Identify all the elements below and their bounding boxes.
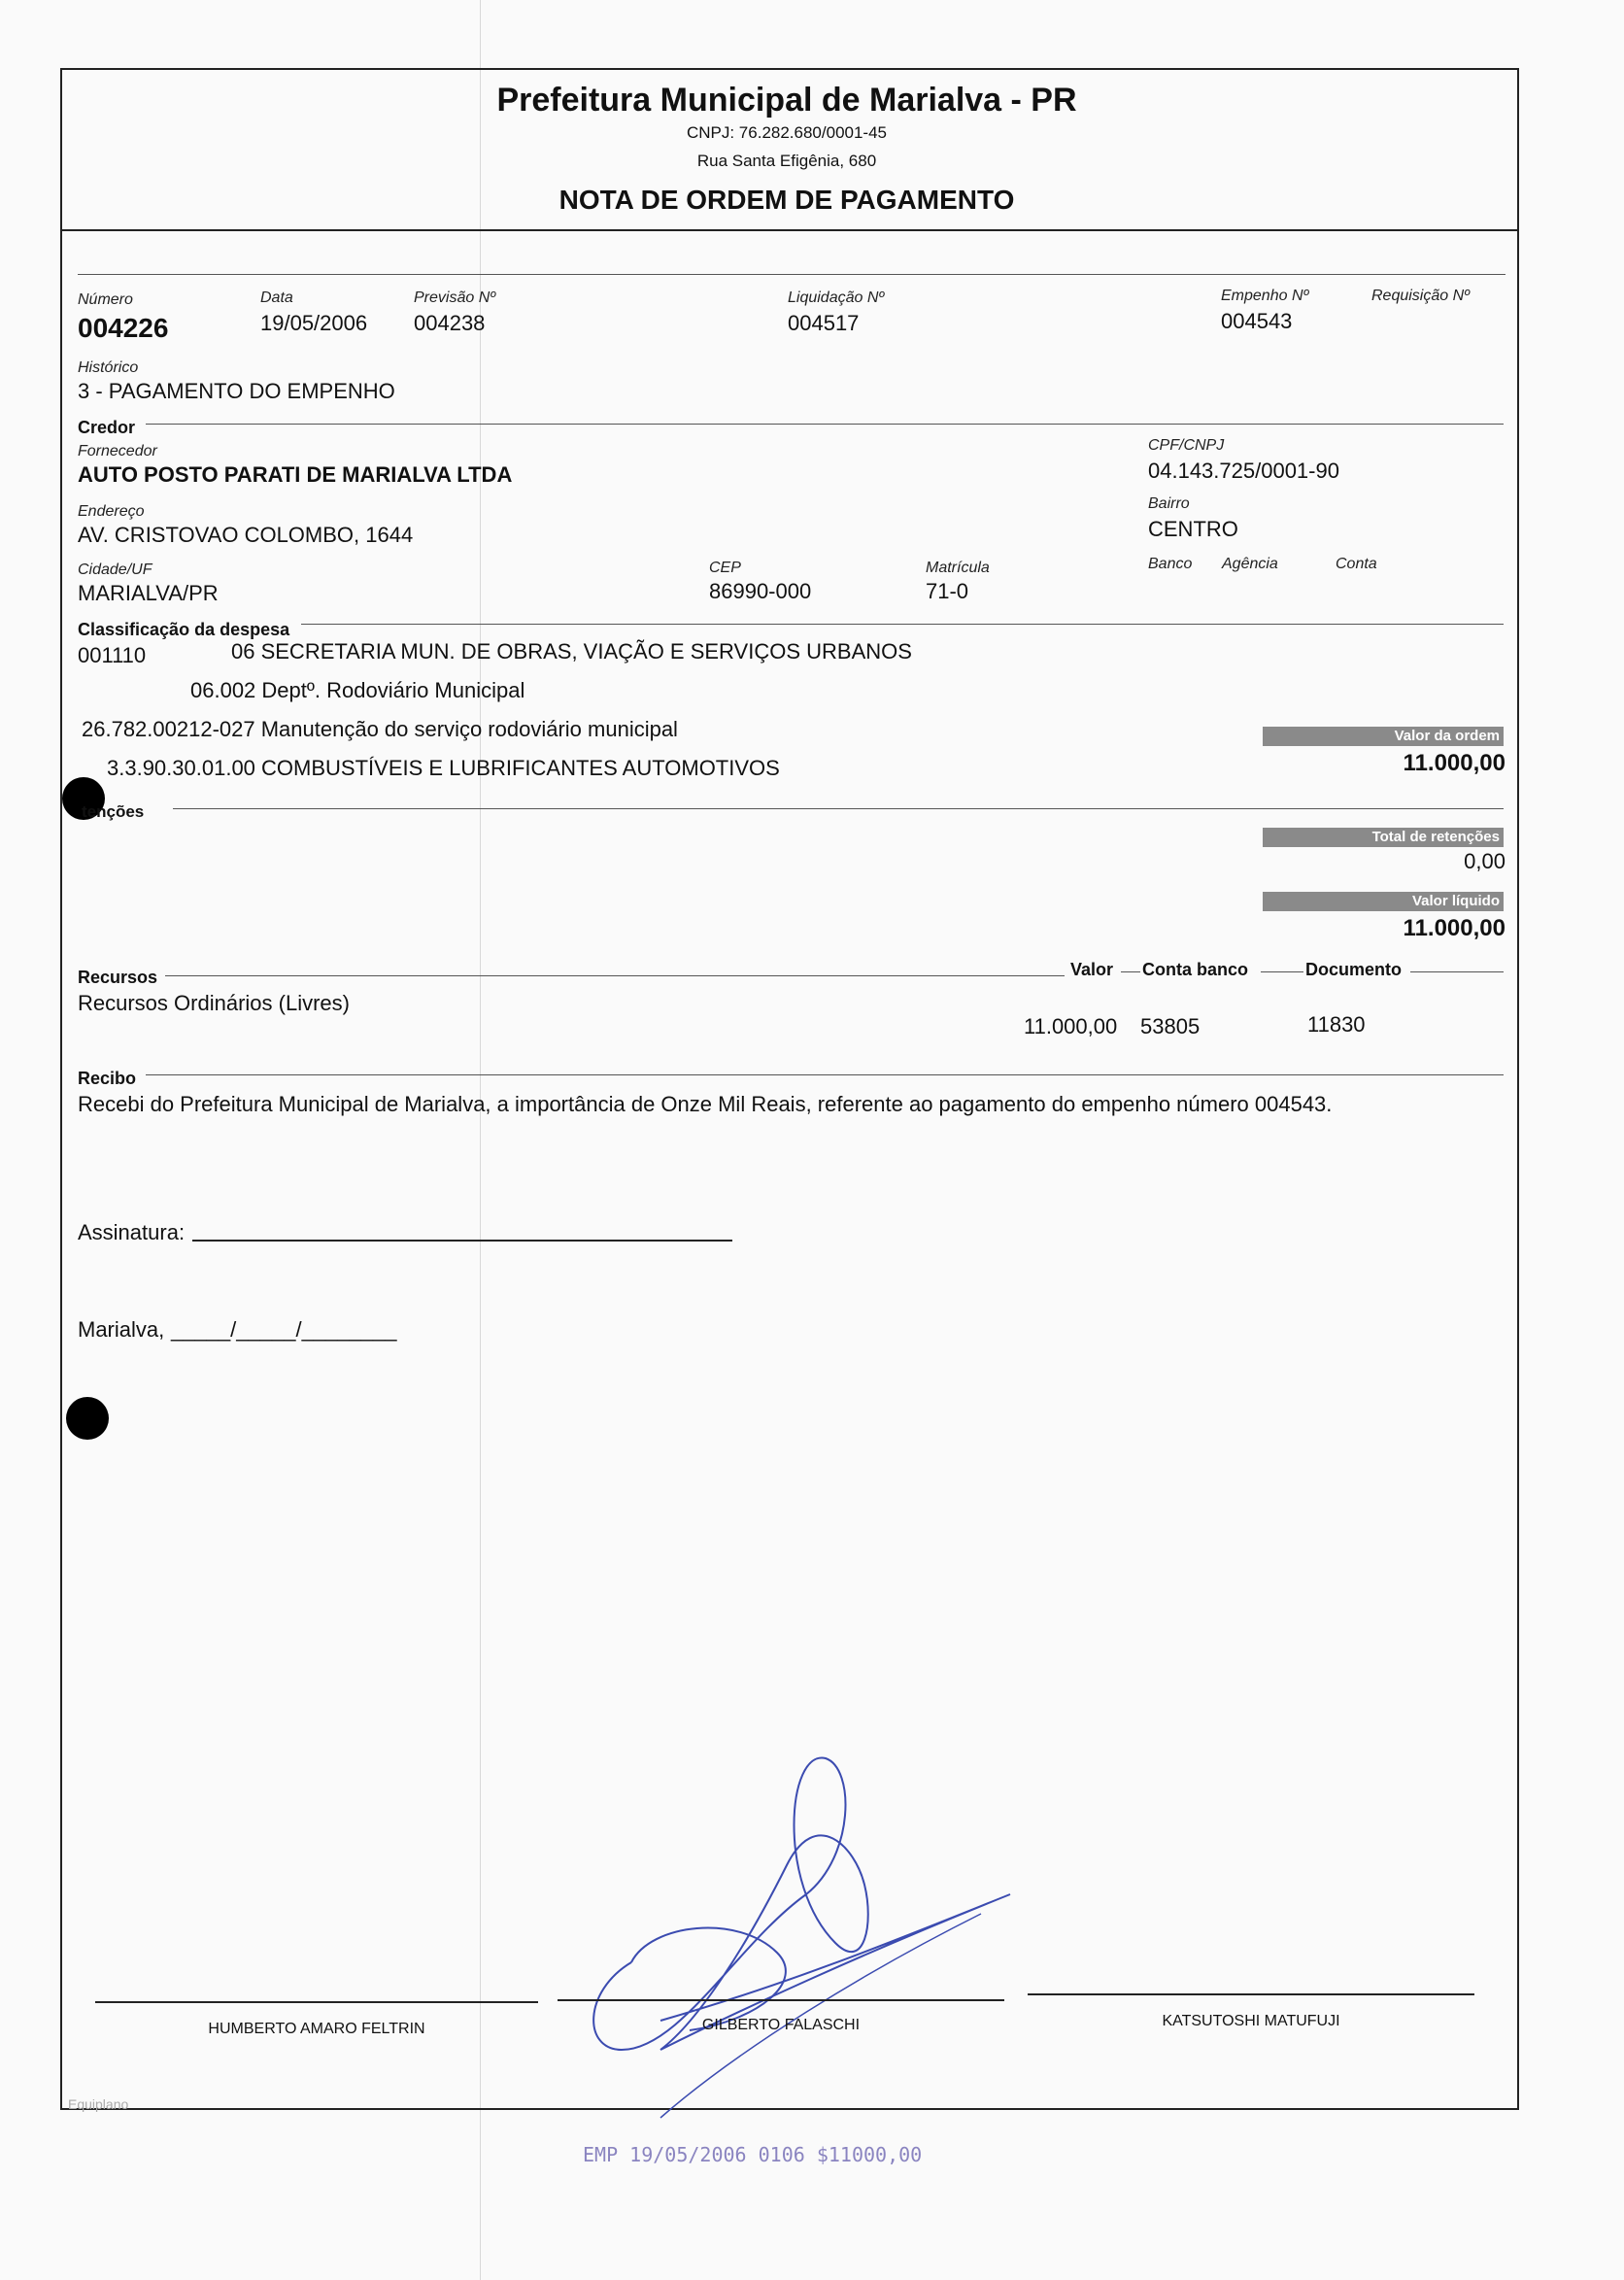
assinatura-label: Assinatura: bbox=[78, 1220, 186, 1244]
liquidacao-label: Liquidação Nº bbox=[788, 289, 885, 306]
document-title: NOTA DE ORDEM DE PAGAMENTO bbox=[558, 185, 1015, 215]
recursos-divider-b bbox=[1121, 971, 1140, 972]
signatory-3: KATSUTOSHI MATUFUJI bbox=[1162, 2013, 1340, 2029]
valor-ordem-value: 11.000,00 bbox=[1403, 750, 1506, 776]
classificacao-line3: 26.782.00212-027 Manutenção do serviço rodoviário municipal bbox=[82, 717, 678, 741]
data-label: Data bbox=[260, 289, 293, 306]
handwritten-signature bbox=[544, 1729, 1049, 2137]
previsao-label: Previsão Nº bbox=[414, 289, 496, 306]
recursos-divider-c bbox=[1261, 971, 1303, 972]
liquidacao-value: 004517 bbox=[788, 311, 860, 335]
recibo-divider bbox=[146, 1074, 1504, 1075]
recursos-divider-d bbox=[1410, 971, 1504, 972]
classificacao-line1: 06 SECRETARIA MUN. DE OBRAS, VIAÇÃO E SERVIÇOS URBANOS bbox=[231, 639, 912, 664]
recursos-section-title: Recursos bbox=[78, 968, 158, 987]
cpf-value: 04.143.725/0001-90 bbox=[1148, 459, 1339, 483]
recursos-divider-a bbox=[165, 975, 1065, 976]
signatory-1: HUMBERTO AMARO FELTRIN bbox=[208, 2021, 425, 2037]
recursos-conta-banco-label: Conta banco bbox=[1142, 960, 1249, 979]
requisicao-label: Requisição Nº bbox=[1371, 288, 1470, 304]
header-divider bbox=[60, 229, 1519, 231]
signature-line-3 bbox=[1028, 1993, 1474, 1995]
cnpj-line: CNPJ: 76.282.680/0001-45 bbox=[686, 123, 888, 142]
bairro-label: Bairro bbox=[1148, 495, 1190, 512]
local-data-blanks: _____/_____/________ bbox=[171, 1317, 397, 1342]
bairro-value: CENTRO bbox=[1148, 517, 1238, 541]
cep-label: CEP bbox=[709, 560, 741, 576]
credor-section-title: Credor bbox=[78, 418, 136, 437]
classificacao-line4: 3.3.90.30.01.00 COMBUSTÍVEIS E LUBRIFICANTES AUTOMOTIVOS bbox=[107, 756, 780, 780]
signature-line-2 bbox=[558, 1999, 1004, 2001]
valor-ordem-label: Valor da ordem bbox=[1263, 727, 1504, 746]
recursos-valor-label: Valor bbox=[1070, 960, 1114, 979]
historico-value: 3 - PAGAMENTO DO EMPENHO bbox=[78, 379, 395, 403]
valor-liquido-label: Valor líquido bbox=[1263, 892, 1504, 911]
banco-label: Banco bbox=[1148, 556, 1193, 572]
valor-liquido-value: 11.000,00 bbox=[1403, 915, 1506, 941]
retencoes-divider bbox=[173, 808, 1504, 809]
cpf-label: CPF/CNPJ bbox=[1148, 437, 1225, 454]
numero-value: 004226 bbox=[78, 313, 169, 343]
retencoes-section-title: tenções bbox=[82, 802, 145, 821]
historico-label: Histórico bbox=[78, 359, 139, 376]
fornecedor-label: Fornecedor bbox=[78, 443, 157, 459]
footer-brand: Equiplano bbox=[68, 2096, 129, 2112]
recursos-conta-banco: 53805 bbox=[1140, 1014, 1201, 1038]
recursos-valor: 11.000,00 bbox=[1024, 1014, 1118, 1038]
endereco-value: AV. CRISTOVAO COLOMBO, 1644 bbox=[78, 523, 414, 547]
matricula-label: Matrícula bbox=[926, 560, 990, 576]
classificacao-code: 001110 bbox=[78, 643, 147, 667]
recursos-descricao: Recursos Ordinários (Livres) bbox=[78, 991, 350, 1015]
cidade-label: Cidade/UF bbox=[78, 561, 152, 578]
recursos-documento: 11830 bbox=[1307, 1012, 1366, 1037]
conta-label: Conta bbox=[1336, 556, 1377, 572]
empenho-label: Empenho Nº bbox=[1221, 288, 1309, 304]
empenho-value: 004543 bbox=[1221, 309, 1293, 333]
recibo-section-title: Recibo bbox=[78, 1069, 137, 1088]
fornecedor-value: AUTO POSTO PARATI DE MARIALVA LTDA bbox=[78, 462, 513, 487]
classificacao-divider bbox=[301, 624, 1504, 625]
classificacao-section-title: Classificação da despesa bbox=[78, 620, 290, 639]
credor-divider bbox=[146, 424, 1504, 425]
municipality-title: Prefeitura Municipal de Marialva - PR bbox=[496, 82, 1077, 119]
agencia-label: Agência bbox=[1222, 556, 1278, 572]
previsao-value: 004238 bbox=[414, 311, 486, 335]
numero-label: Número bbox=[78, 291, 133, 308]
recursos-documento-label: Documento bbox=[1305, 960, 1402, 979]
assinatura-line bbox=[192, 1240, 732, 1242]
endereco-label: Endereço bbox=[78, 503, 145, 520]
bank-stamp: EMP 19/05/2006 0106 $11000,00 bbox=[583, 2143, 923, 2166]
signatory-2: GILBERTO FALASCHI bbox=[701, 2017, 861, 2033]
data-value: 19/05/2006 bbox=[260, 311, 368, 335]
address-line: Rua Santa Efigênia, 680 bbox=[696, 152, 877, 170]
classificacao-line2: 06.002 Deptº. Rodoviário Municipal bbox=[190, 678, 525, 702]
cidade-value: MARIALVA/PR bbox=[78, 581, 219, 605]
matricula-value: 71-0 bbox=[926, 579, 969, 603]
recibo-text: Recebi do Prefeitura Municipal de Marialva, a importância de Onze Mil Reais, referente ao pagamento do empenho número 004543. bbox=[78, 1092, 1333, 1116]
local-data-label: Marialva, bbox=[78, 1317, 165, 1342]
total-retencoes-value: 0,00 bbox=[1464, 849, 1506, 873]
punch-hole-bottom bbox=[66, 1397, 109, 1440]
total-retencoes-label: Total de retenções bbox=[1263, 828, 1504, 847]
ids-top-divider bbox=[78, 274, 1506, 275]
cep-value: 86990-000 bbox=[709, 579, 812, 603]
signature-line-1 bbox=[95, 2001, 538, 2003]
